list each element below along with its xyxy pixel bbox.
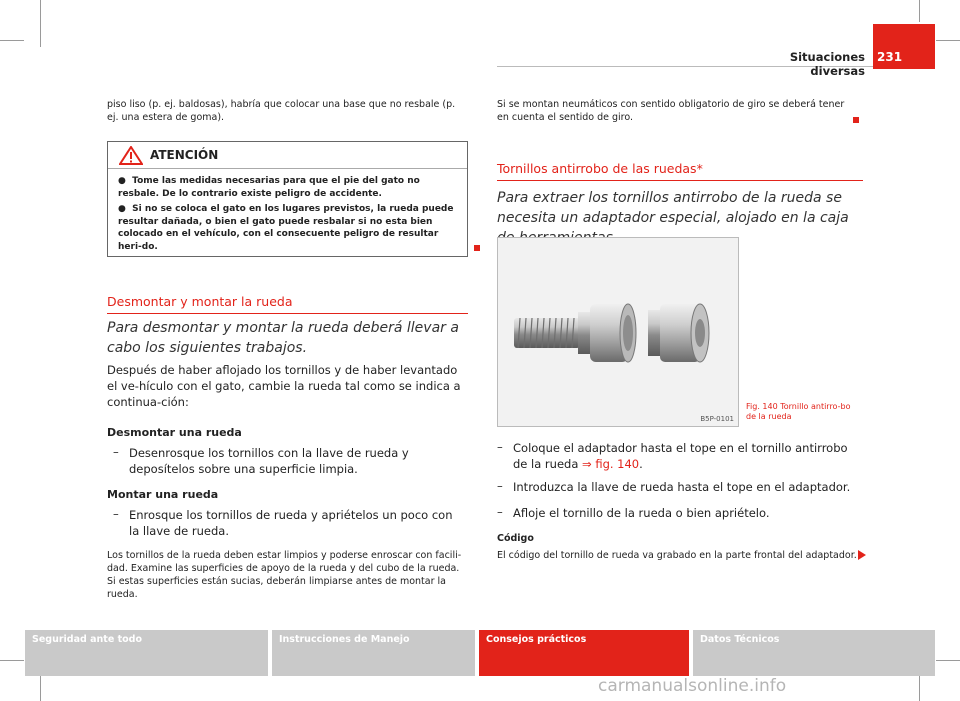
warning-header: [108, 142, 467, 169]
mount-heading: Montar una rueda: [107, 488, 219, 501]
bullet-icon: ●: [118, 204, 126, 214]
dismount-step: Desenrosque los tornillos con la llave de rueda y deposítelos sobre una superficie limpia.: [129, 446, 409, 476]
mount-step: Enrosque los tornillos de rueda y apriételos un poco con la llave de rueda.: [129, 508, 453, 538]
step-1-text: Coloque el adaptador hasta el tope en el tornillo antirrobo de la rueda: [513, 441, 848, 471]
warning-triangle-icon: [119, 146, 143, 165]
left-note: Los tornillos de la rueda deben estar limpios y poderse enroscar con facili-dad. Examine las superficies de apoyo de la rueda y del cubo de la rueda. Si estas superficies están sucias, deberán limpiarse antes de montar la rueda.: [107, 550, 462, 600]
crop-mark: [40, 0, 41, 47]
warning-box: [107, 141, 468, 257]
nav-tab-safety[interactable]: [25, 630, 268, 676]
right-intro-text: Si se montan neumáticos con sentido obligatorio de giro se deberá tener en cuenta el sentido de giro.: [497, 99, 845, 123]
section-lead-wheel: Para desmontar y montar la rueda deberá llevar a cabo los siguientes trabajos.: [107, 320, 459, 356]
section-lead-antitheft: Para extraer los tornillos antirrobo de la rueda se necesita un adaptador especial, alojado en la caja: [497, 190, 849, 226]
figure-caption: Fig. 140 Tornillo antirro-bo de la rueda: [746, 402, 851, 421]
section-title-antitheft: Tornillos antirrobo de las ruedas*: [497, 161, 703, 176]
dash-icon: –: [497, 505, 503, 519]
section-rule: [497, 180, 863, 181]
warning-item-text: Si no se coloca el gato en los lugares previstos, la rueda puede resultar dañada, o bien el gato puede resbalar si no esta bien colocado en el vehículo, con el consecuente peligro de resultar heri-do.: [118, 204, 454, 252]
nav-tab-label: Seguridad ante todo: [32, 634, 142, 645]
paragraph-intro: Después de haber aflojado los tornillos y de haber levantado el ve-hículo con el gato, cambie la rueda tal como se indica a continua-ción:: [107, 363, 461, 409]
dash-icon: –: [113, 507, 119, 521]
end-marker-icon: [474, 245, 480, 251]
left-intro-text: piso liso (p. ej. baldosas), habría que colocar una base que no resbale (p. ej. una estera de goma).: [107, 99, 456, 123]
crop-mark: [40, 676, 41, 701]
crop-mark: [936, 660, 960, 661]
step-1-end: .: [639, 457, 643, 471]
figure-140: [497, 237, 739, 427]
warning-item: [118, 175, 460, 200]
crop-mark: [0, 40, 24, 41]
watermark: carmanualsonline.info: [598, 676, 787, 696]
warning-body: [118, 175, 460, 256]
nav-tab-technical-data[interactable]: [693, 630, 935, 676]
nav-tab-instructions[interactable]: [272, 630, 475, 676]
nav-tab-label: Instrucciones de Manejo: [279, 634, 410, 645]
bullet-icon: ●: [118, 176, 126, 186]
nav-tab-label: Consejos prácticos: [486, 634, 587, 645]
crop-mark: [936, 40, 960, 41]
code-text: El código del tornillo de rueda va grabado en la parte frontal del adaptador.: [497, 550, 857, 561]
warning-item: [118, 203, 460, 253]
end-marker-icon: [853, 117, 859, 123]
step-1: [513, 440, 865, 472]
crop-mark: [919, 0, 920, 22]
warning-item-text: Tome las medidas necesarias para que el pie del gato no resbale. De lo contrario existe peligro de accidente.: [118, 176, 420, 199]
header-section-title: Situaciones diversas: [789, 50, 865, 78]
figure-link[interactable]: ⇒ fig. 140: [582, 457, 640, 471]
nav-tab-label: Datos Técnicos: [700, 634, 780, 645]
figure-code: B5P-0101: [700, 415, 734, 423]
warning-title: ATENCIÓN: [150, 148, 219, 162]
crop-mark: [919, 676, 920, 701]
step-3: Afloje el tornillo de la rueda o bien apriételo.: [513, 506, 770, 520]
page-number: 231: [877, 50, 903, 64]
nav-tab-practical-tips[interactable]: [479, 630, 689, 676]
section-title-wheel: Desmontar y montar la rueda: [107, 294, 293, 309]
step-2: Introduzca la llave de rueda hasta el tope en el adaptador.: [513, 480, 851, 494]
continue-arrow-icon: [857, 550, 867, 560]
dash-icon: –: [113, 445, 119, 459]
crop-mark: [0, 660, 24, 661]
code-heading: Código: [497, 533, 534, 544]
section-rule: [107, 313, 468, 314]
antitheft-bolt-illustration: [498, 238, 738, 426]
dash-icon: –: [497, 440, 503, 454]
dash-icon: –: [497, 479, 503, 493]
dismount-heading: Desmontar una rueda: [107, 426, 242, 439]
